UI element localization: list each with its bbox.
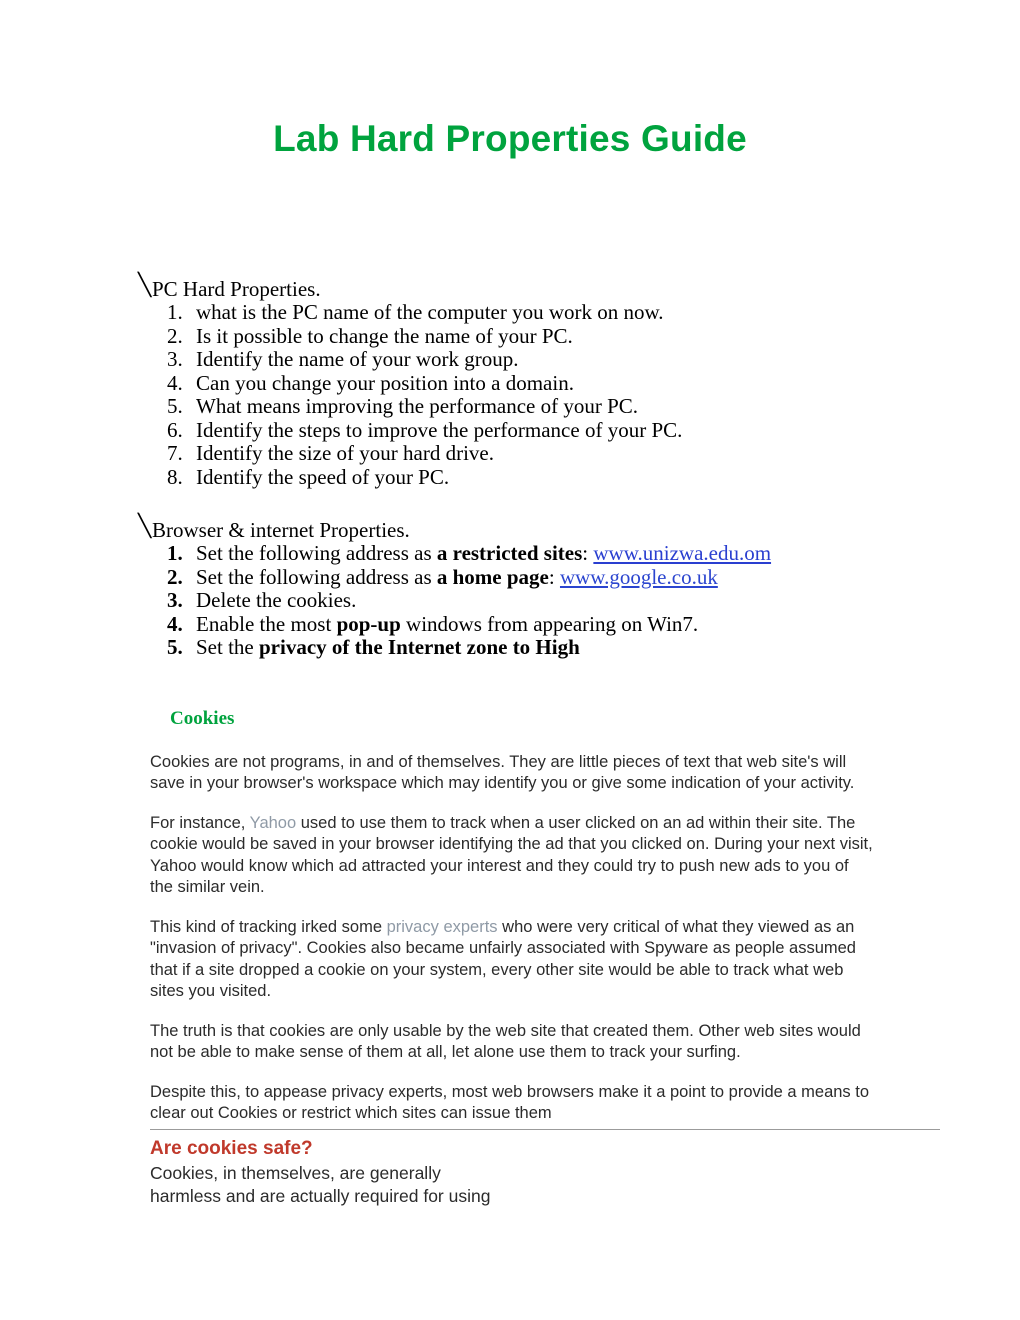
paragraph: The truth is that cookies are only usable by the web site that created them. Other web sites would not be able to make sense of them at all, let alone use them to track your surfing. <box>150 1021 861 1061</box>
safe-body-line-1: Cookies, in themselves, are generally <box>150 1162 441 1183</box>
list-item: 8. Identify the speed of your PC. <box>188 466 950 490</box>
heading-gap <box>70 730 950 752</box>
item-text-mid: windows from appearing on Win7. <box>400 611 699 636</box>
list-item <box>188 589 950 613</box>
section-gap <box>70 660 950 708</box>
list-item: 5. What means improving the performance of your PC. <box>188 395 950 419</box>
section-heading-text: PC Hard Properties. <box>152 277 321 301</box>
item-text-mid: : <box>582 541 594 565</box>
item-text-pre: Delete the cookies. <box>196 588 357 612</box>
paragraph-part: This kind of tracking irked some <box>150 917 387 936</box>
section-heading-pc-hard-properties <box>70 272 950 301</box>
list-item: 7. Identify the size of your hard drive. <box>188 442 950 466</box>
list-item: 4. Can you change your position into a domain. <box>188 372 950 396</box>
browser-internet-properties-list <box>70 542 950 660</box>
section-gap <box>70 489 950 519</box>
pc-hard-properties-list <box>70 301 950 489</box>
item-text-bold: privacy of the Internet zone to High <box>259 635 580 659</box>
divider <box>150 1129 940 1130</box>
hook-icon: ╲ <box>138 272 152 297</box>
list-item <box>188 636 950 660</box>
title-spacer <box>70 160 950 278</box>
home-page-link[interactable]: www.google.co.uk <box>559 564 718 589</box>
paragraph <box>70 917 950 1003</box>
item-text-pre: Set the <box>196 635 259 659</box>
section-heading-text: Browser & internet Properties. <box>152 518 410 542</box>
paragraph-part: who were very critical of what they viewed as an "invasion of privacy". Cookies also became unfairly associated with Spyware as people assumed that if a site dropped a cookie on your system, every other site would be able to track what web sites you visited. <box>150 917 856 1000</box>
paragraph <box>70 813 950 899</box>
list-item: 6. Identify the steps to improve the performance of your PC. <box>188 419 950 443</box>
restricted-site-link[interactable]: www.unizwa.edu.om <box>593 541 772 565</box>
item-text-bold: a restricted sites <box>436 541 583 565</box>
are-cookies-safe-heading: Are cookies safe? <box>150 1137 313 1159</box>
item-text-pre: Set the following address as <box>196 564 437 589</box>
page-title: Lab Hard Properties Guide <box>273 118 747 159</box>
cookies-heading: Cookies <box>170 707 235 729</box>
paragraph: Cookies are not programs, in and of themselves. They are little pieces of text that web site's will save in your browser's workspace which may identify you or give some indication of your activity. <box>150 752 855 792</box>
highlighted-term-privacy-experts: privacy experts <box>386 917 498 936</box>
list-item: 3. Identify the name of your work group. <box>188 348 950 372</box>
item-text-bold: a home page <box>436 564 549 589</box>
item-text-pre: Enable the most <box>196 611 337 636</box>
safe-body-line-2: harmless and are actually required for using <box>150 1185 491 1206</box>
list-item <box>188 566 950 590</box>
paragraph-part: For instance, <box>150 813 250 832</box>
paragraph: Despite this, to appease privacy experts, most web browsers make it a point to provide a means to clear out Cookies or restrict which sites can issue them <box>150 1082 870 1122</box>
item-text-bold: pop-up <box>336 611 401 636</box>
highlighted-term-yahoo: Yahoo <box>249 813 297 832</box>
list-item: 2. Is it possible to change the name of your PC. <box>188 325 950 349</box>
list-item <box>188 542 950 566</box>
section-heading-browser-internet-properties <box>70 513 950 542</box>
paragraph-part: used to use them to track when a user clicked on an ad within their site. The cookie would be saved in your browser identifying the ad that you clicked on. During your next visit, Yahoo would know which ad attracted your interest and they could try to push new ads to you of the similar vein. <box>150 813 873 896</box>
item-text-mid: : <box>548 564 560 589</box>
list-item <box>188 613 950 637</box>
hook-icon: ╲ <box>138 513 152 538</box>
list-item: 1. what is the PC name of the computer you work on now. <box>188 301 950 325</box>
item-text-pre: Set the following address as <box>196 541 437 565</box>
